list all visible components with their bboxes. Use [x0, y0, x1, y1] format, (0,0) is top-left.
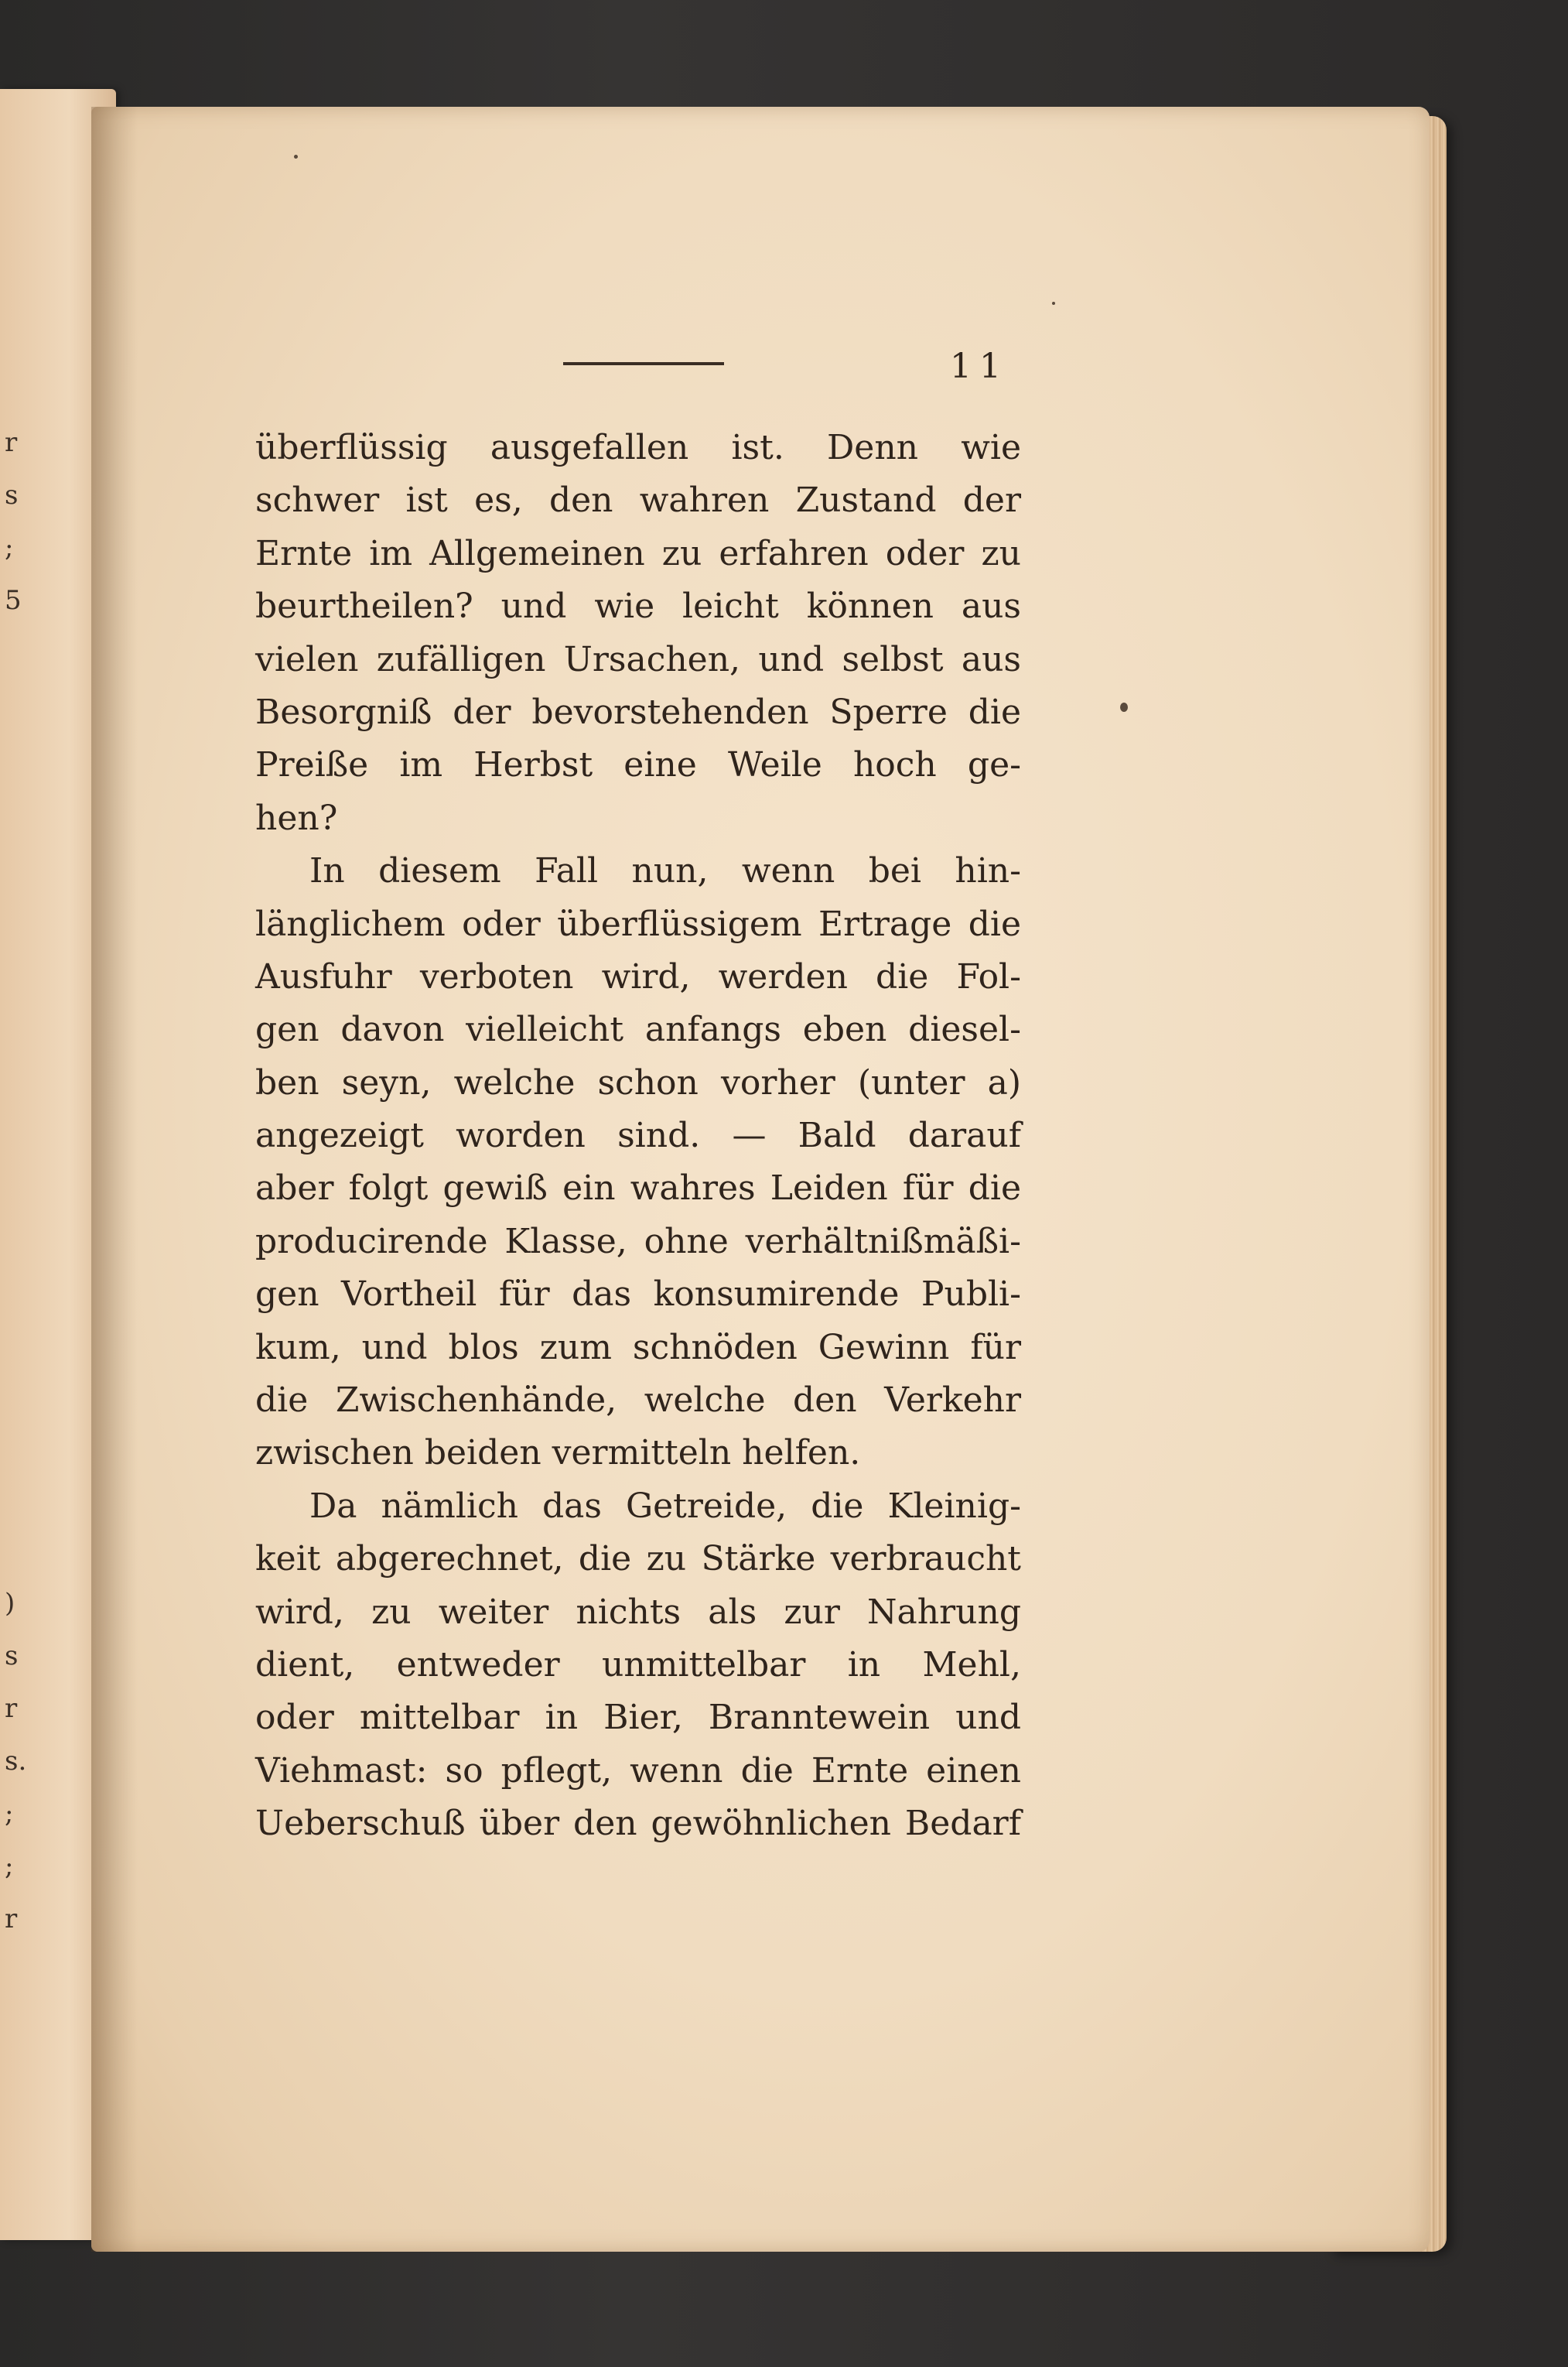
text-line: Da nämlich das Getreide, die Kleinig-	[309, 1486, 1021, 1526]
text-line: Preiße im Herbst eine Weile hoch ge-	[255, 745, 1021, 785]
body-text	[255, 422, 1021, 1851]
text-line: Besorgniß der bevorstehenden Sperre die	[255, 692, 1021, 732]
paper-speck	[1052, 302, 1055, 305]
margin-fragment: s	[5, 1640, 19, 1671]
text-line: angezeigt worden sind. — Bald darauf	[255, 1116, 1021, 1156]
margin-fragment: r	[5, 427, 18, 458]
text-line: zwischen beiden vermitteln helfen.	[255, 1433, 861, 1473]
text-line: wird, zu weiter nichts als zur Nahrung	[255, 1592, 1021, 1632]
text-line: kum, und blos zum schnöden Gewinn für	[255, 1327, 1021, 1367]
text-line: Ausfuhr verboten wird, werden die Fol-	[255, 956, 1021, 997]
text-line: vielen zufälligen Ursachen, und selbst aus	[255, 639, 1021, 679]
text-line: schwer ist es, den wahren Zustand der	[255, 481, 1021, 521]
text-line: länglichem oder überflüssigem Ertrage die	[255, 904, 1021, 944]
margin-fragment: )	[5, 1588, 15, 1619]
margin-fragment: ;	[5, 1851, 14, 1882]
text-line: Ernte im Allgemeinen zu erfahren oder zu	[255, 533, 1021, 573]
paper-speck	[294, 155, 298, 159]
text-line: aber folgt gewiß ein wahres Leiden für die	[255, 1168, 1021, 1209]
text-line: überflüssig ausgefallen ist. Denn wie	[255, 428, 1021, 467]
margin-fragment: s.	[5, 1746, 27, 1777]
text-line: beurtheilen? und wie leicht können aus	[255, 587, 1021, 627]
text-line: Ueberschuß über den gewöhnlichen Bedarf	[255, 1804, 1021, 1844]
text-line: dient, entweder unmittelbar in Mehl,	[255, 1644, 1021, 1685]
header-rule	[563, 362, 724, 365]
text-line: producirende Klasse, ohne verhältnißmäßi-	[255, 1221, 1021, 1261]
margin-fragment: r	[5, 1693, 18, 1724]
paper-speck	[1120, 703, 1128, 712]
margin-fragment: s	[5, 480, 19, 511]
margin-fragment: ;	[5, 1798, 14, 1829]
margin-fragment: r	[5, 1904, 18, 1934]
text-line: hen?	[255, 798, 338, 838]
gutter-shadow	[91, 107, 138, 2252]
margin-fragment: ;	[5, 532, 14, 563]
text-line: die Zwischenhände, welche den Verkehr	[255, 1380, 1021, 1421]
text-line: In diesem Fall nun, wenn bei hin-	[309, 851, 1021, 891]
text-line: Viehmast: so pflegt, wenn die Ernte einen	[255, 1750, 1021, 1791]
page-number: 11	[950, 347, 1009, 386]
text-line: ben seyn, welche schon vorher (unter a)	[255, 1062, 1021, 1103]
text-line: oder mittelbar in Bier, Branntewein und	[255, 1698, 1021, 1738]
text-line: gen Vortheil für das konsumirende Publi-	[255, 1274, 1021, 1315]
margin-fragment: 5	[5, 585, 22, 616]
text-line: keit abgerechnet, die zu Stärke verbraucht	[255, 1539, 1021, 1579]
text-line: gen davon vielleicht anfangs eben diesel-	[255, 1010, 1021, 1050]
